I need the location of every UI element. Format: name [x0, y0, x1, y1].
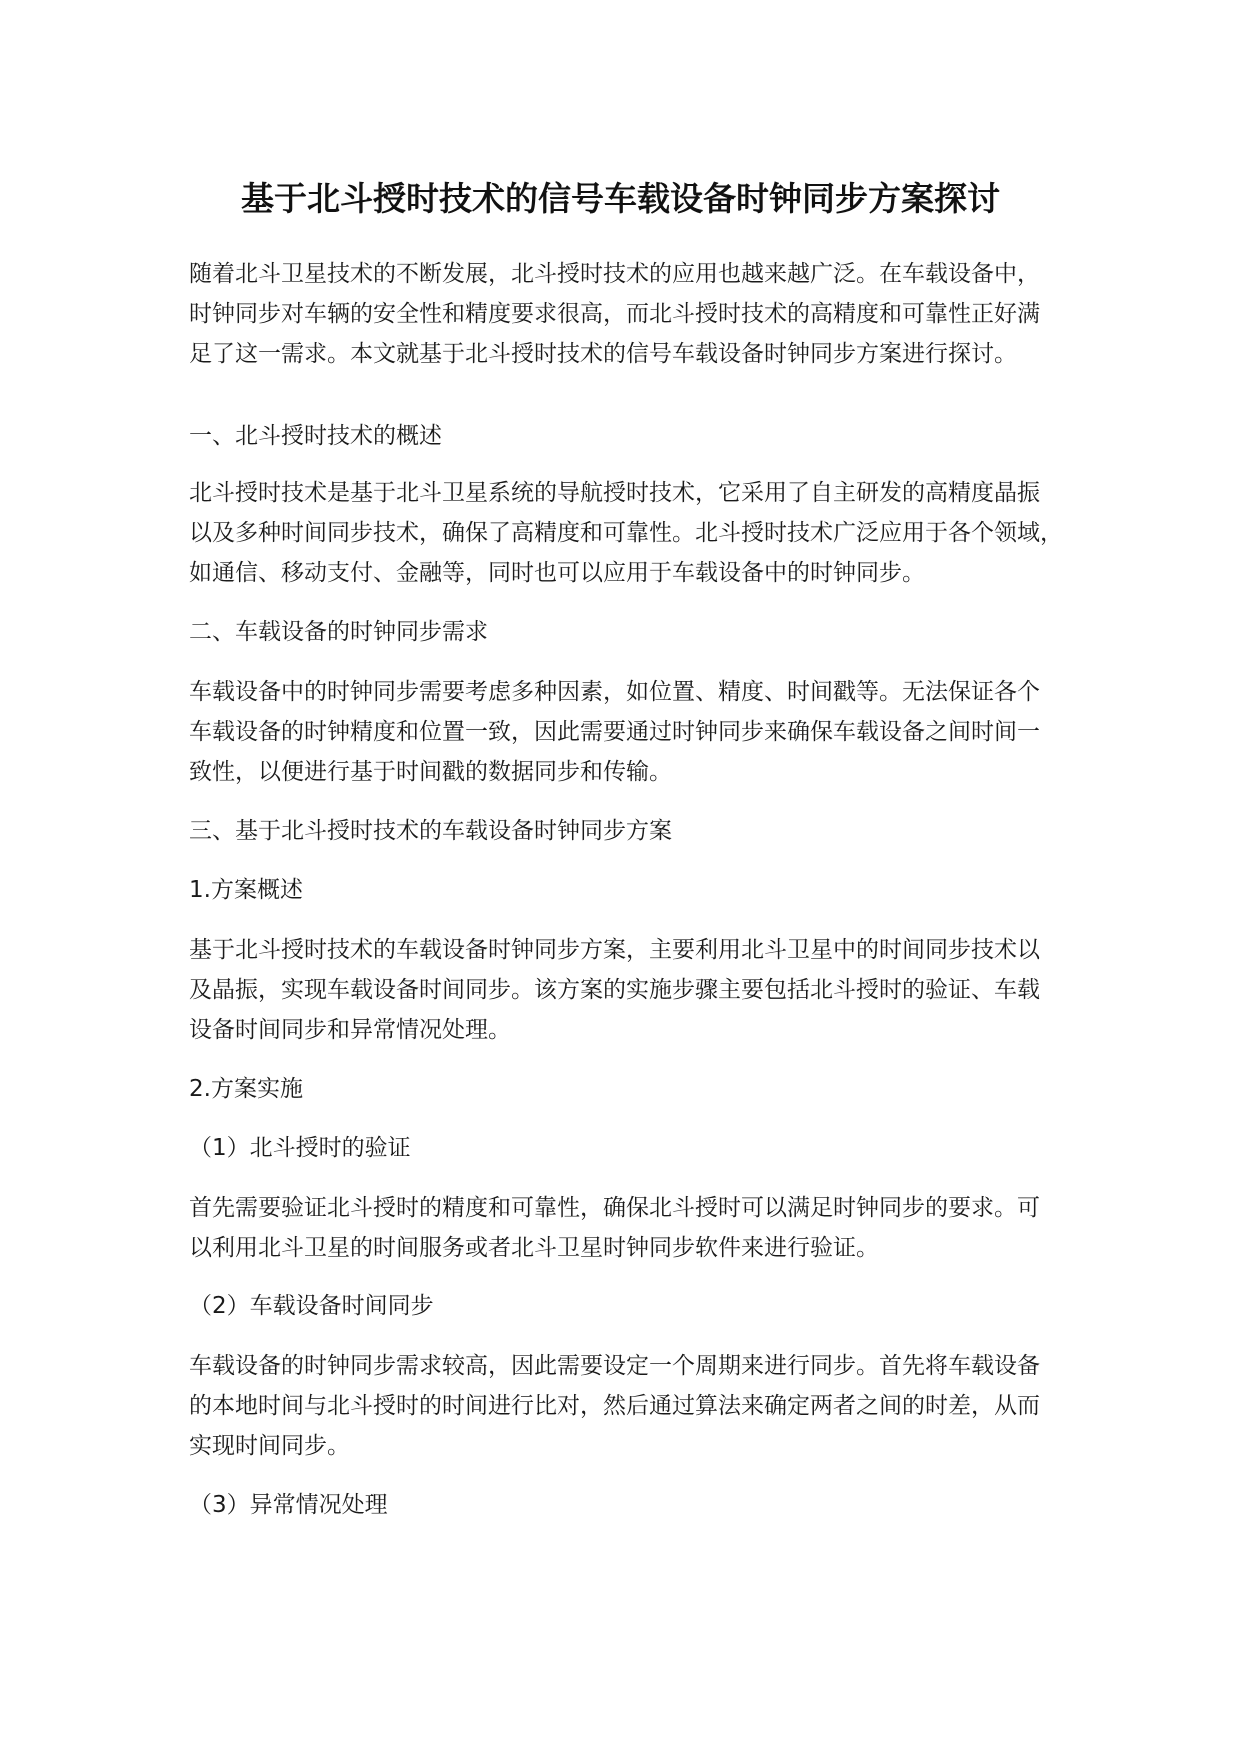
heading-text: （1）北斗授时的验证: [189, 1135, 411, 1161]
text-line: 的本地时间与北斗授时的时间进行比对，然后通过算法来确定两者之间的时差，从而: [189, 1393, 1040, 1419]
text-line: 致性，以便进行基于时间戳的数据同步和传输。: [189, 759, 672, 785]
heading-text: 三、基于北斗授时技术的车载设备时钟同步方案: [189, 818, 672, 844]
text-line: 车载设备的时钟同步需求较高，因此需要设定一个周期来进行同步。首先将车载设备: [189, 1353, 1040, 1379]
section-heading-3: [189, 811, 1089, 851]
subheading-exception-handling: [189, 1485, 1089, 1525]
paragraph-time-sync: [189, 1346, 1089, 1466]
heading-text: （2）车载设备时间同步: [189, 1293, 434, 1319]
text-line: 首先需要验证北斗授时的精度和可靠性，确保北斗授时可以满足时钟同步的要求。可: [189, 1195, 1040, 1221]
section-heading-2: [189, 612, 1089, 652]
text-line: 车载设备中的时钟同步需要考虑多种因素，如位置、精度、时间戳等。无法保证各个: [189, 679, 1040, 705]
text-line: 北斗授时技术是基于北斗卫星系统的导航授时技术，它采用了自主研发的高精度晶振: [189, 480, 1040, 506]
heading-text: （3）异常情况处理: [189, 1492, 388, 1518]
text-line: 实现时间同步。: [189, 1433, 350, 1459]
paragraph-requirements: [189, 672, 1089, 792]
text-line: 车载设备的时钟精度和位置一致，因此需要通过时钟同步来确保车载设备之间时间一: [189, 719, 1040, 745]
text-line: 足了这一需求。本文就基于北斗授时技术的信号车载设备时钟同步方案进行探讨。: [189, 341, 1017, 367]
heading-text: 一、北斗授时技术的概述: [189, 423, 442, 449]
subheading-verification: [189, 1128, 1089, 1168]
text-line: 以及多种时间同步技术，确保了高精度和可靠性。北斗授时技术广泛应用于各个领域，: [189, 520, 1063, 546]
text-line: 时钟同步对车辆的安全性和精度要求很高，而北斗授时技术的高精度和可靠性正好满: [189, 301, 1040, 327]
text-line: 及晶振，实现车载设备时间同步。该方案的实施步骤主要包括北斗授时的验证、车载: [189, 977, 1040, 1003]
text-line: 设备时间同步和异常情况处理。: [189, 1017, 511, 1043]
text-line: 随着北斗卫星技术的不断发展，北斗授时技术的应用也越来越广泛。在车载设备中，: [189, 261, 1040, 287]
text-line: 如通信、移动支付、金融等，同时也可以应用于车载设备中的时钟同步。: [189, 560, 925, 586]
subheading-time-sync: [189, 1286, 1089, 1326]
paragraph-verification: [189, 1188, 1089, 1268]
document-title: 基于北斗授时技术的信号车载设备时钟同步方案探讨: [241, 179, 1000, 218]
paragraph-intro: [189, 254, 1089, 374]
text-line: 以利用北斗卫星的时间服务或者北斗卫星时钟同步软件来进行验证。: [189, 1235, 879, 1261]
heading-text: 二、车载设备的时钟同步需求: [189, 619, 488, 645]
heading-text: 1.方案概述: [189, 877, 303, 903]
section-heading-1: [189, 416, 1089, 456]
paragraph-overview: [189, 473, 1089, 593]
heading-text: 2.方案实施: [189, 1076, 303, 1102]
paragraph-scheme-overview: [189, 930, 1089, 1050]
subheading-overview: [189, 870, 1089, 910]
text-line: 基于北斗授时技术的车载设备时钟同步方案，主要利用北斗卫星中的时间同步技术以: [189, 937, 1040, 963]
subheading-implementation: [189, 1069, 1089, 1109]
